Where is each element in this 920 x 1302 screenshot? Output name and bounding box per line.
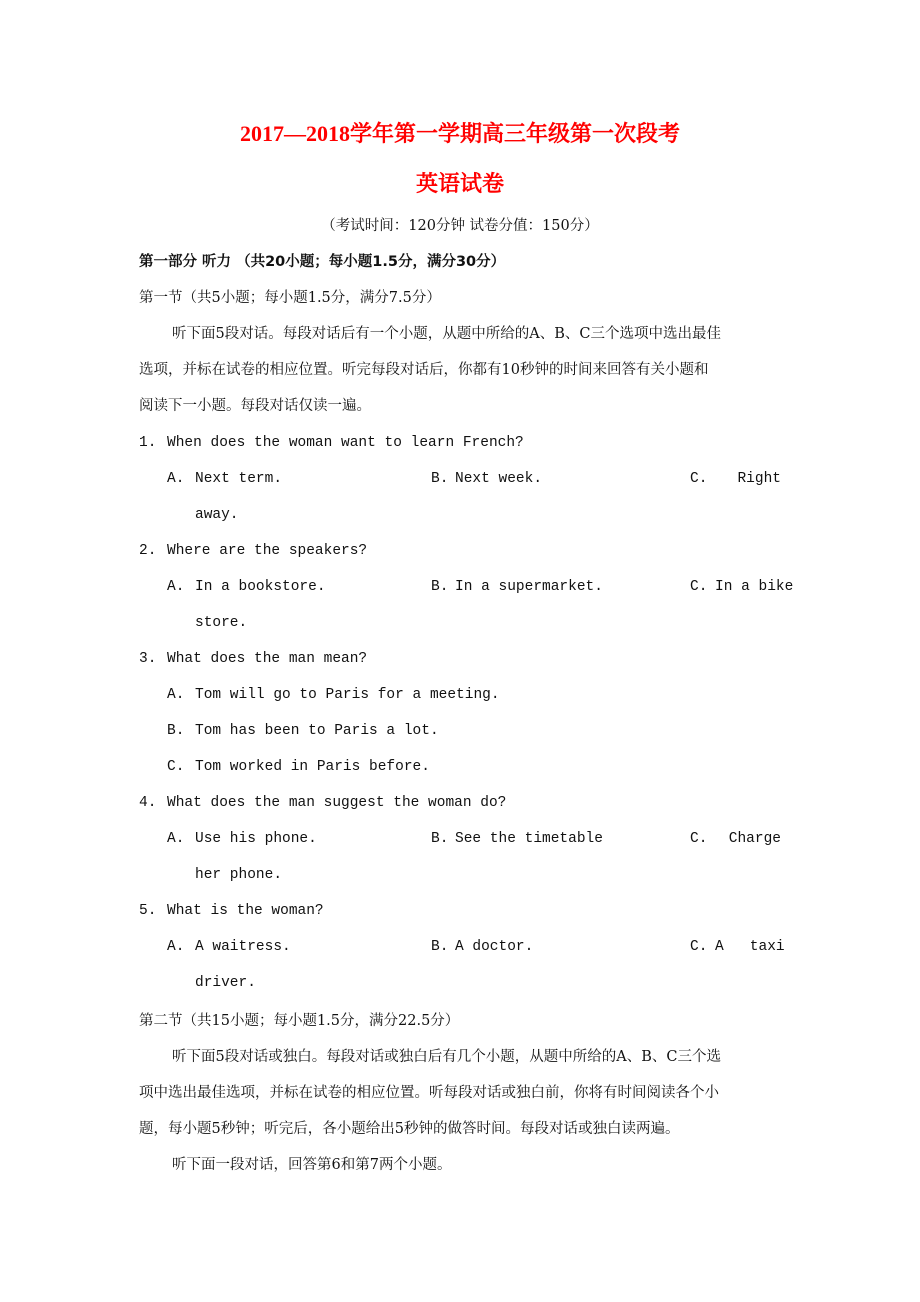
part1-heading: 第一部分 听力 （共20小题；每小题1.5分，满分30分）	[139, 254, 506, 270]
option-text: See the timetable	[455, 831, 603, 847]
option-label: A.	[167, 831, 185, 847]
option-label: B.	[167, 723, 185, 739]
option-text: In a bike	[715, 579, 794, 595]
question-number: 1.	[139, 435, 157, 451]
option-label: B.	[431, 831, 449, 847]
section2-instructions: 项中选出最佳选项，并标在试卷的相应位置。听每段对话或独白前，你将有时间阅读各个小	[139, 1085, 719, 1101]
option-text: In a supermarket.	[455, 579, 603, 595]
section1-heading: 第一节（共5小题；每小题1.5分，满分7.5分）	[139, 290, 441, 306]
option-text: In a bookstore.	[195, 579, 326, 595]
option-text: A taxi	[715, 939, 785, 955]
option-label: C.	[690, 579, 708, 595]
section2-instructions: 听下面5段对话或独白。每段对话或独白后有几个小题，从题中所给的A、B、C三个选	[172, 1049, 721, 1065]
option-text-continued: store.	[195, 615, 248, 631]
exam-title: 2017—2018学年第一学期高三年级第一次段考	[239, 121, 680, 146]
question-text: When does the woman want to learn French?	[167, 435, 524, 451]
option-label: A.	[167, 939, 185, 955]
option-text: Charge	[728, 831, 781, 847]
section1-instructions: 阅读下一小题。每段对话仅读一遍。	[139, 398, 371, 414]
section2-heading: 第二节（共15小题；每小题1.5分，满分22.5分）	[139, 1013, 460, 1029]
option-label: B.	[431, 579, 449, 595]
option-text: A doctor.	[455, 939, 534, 955]
option-label: A.	[167, 687, 185, 703]
question-text: Where are the speakers?	[167, 543, 368, 559]
option-label: B.	[431, 471, 449, 487]
option-label: B.	[431, 939, 449, 955]
option-text: Next term.	[195, 471, 283, 487]
option-text: Tom worked in Paris before.	[195, 759, 430, 775]
question-text: What does the man suggest the woman do?	[167, 795, 507, 811]
section1-instructions: 听下面5段对话。每段对话后有一个小题，从题中所给的A、B、C三个选项中选出最佳	[172, 326, 721, 342]
option-text-continued: driver.	[195, 975, 256, 991]
exam-info: （考试时间：120分钟 试卷分值：150分）	[321, 218, 599, 234]
option-text: Right	[737, 471, 781, 487]
exam-subtitle: 英语试卷	[415, 171, 504, 196]
option-label: A.	[167, 471, 185, 487]
option-label: C.	[690, 831, 708, 847]
dialog-note: 听下面一段对话，回答第6和第7两个小题。	[172, 1157, 452, 1173]
question-text: What is the woman?	[167, 903, 324, 919]
option-text: Next week.	[455, 471, 543, 487]
option-text: Use his phone.	[195, 831, 317, 847]
question-number: 2.	[139, 543, 157, 559]
question-number: 3.	[139, 651, 157, 667]
option-text: Tom has been to Paris a lot.	[195, 723, 439, 739]
question-text: What does the man mean?	[167, 651, 368, 667]
option-label: C.	[690, 939, 708, 955]
question-number: 4.	[139, 795, 157, 811]
option-text-continued: her phone.	[195, 867, 283, 883]
option-text: Tom will go to Paris for a meeting.	[195, 687, 500, 703]
option-label: C.	[690, 471, 708, 487]
option-text-continued: away.	[195, 507, 239, 523]
option-label: C.	[167, 759, 185, 775]
option-text: A waitress.	[195, 939, 291, 955]
section2-instructions: 题，每小题5秒钟；听完后，各小题给出5秒钟的做答时间。每段对话或独白读两遍。	[139, 1121, 680, 1137]
question-number: 5.	[139, 903, 157, 919]
section1-instructions: 选项，并标在试卷的相应位置。听完每段对话后，你都有10秒钟的时间来回答有关小题和	[139, 362, 709, 378]
option-label: A.	[167, 579, 185, 595]
